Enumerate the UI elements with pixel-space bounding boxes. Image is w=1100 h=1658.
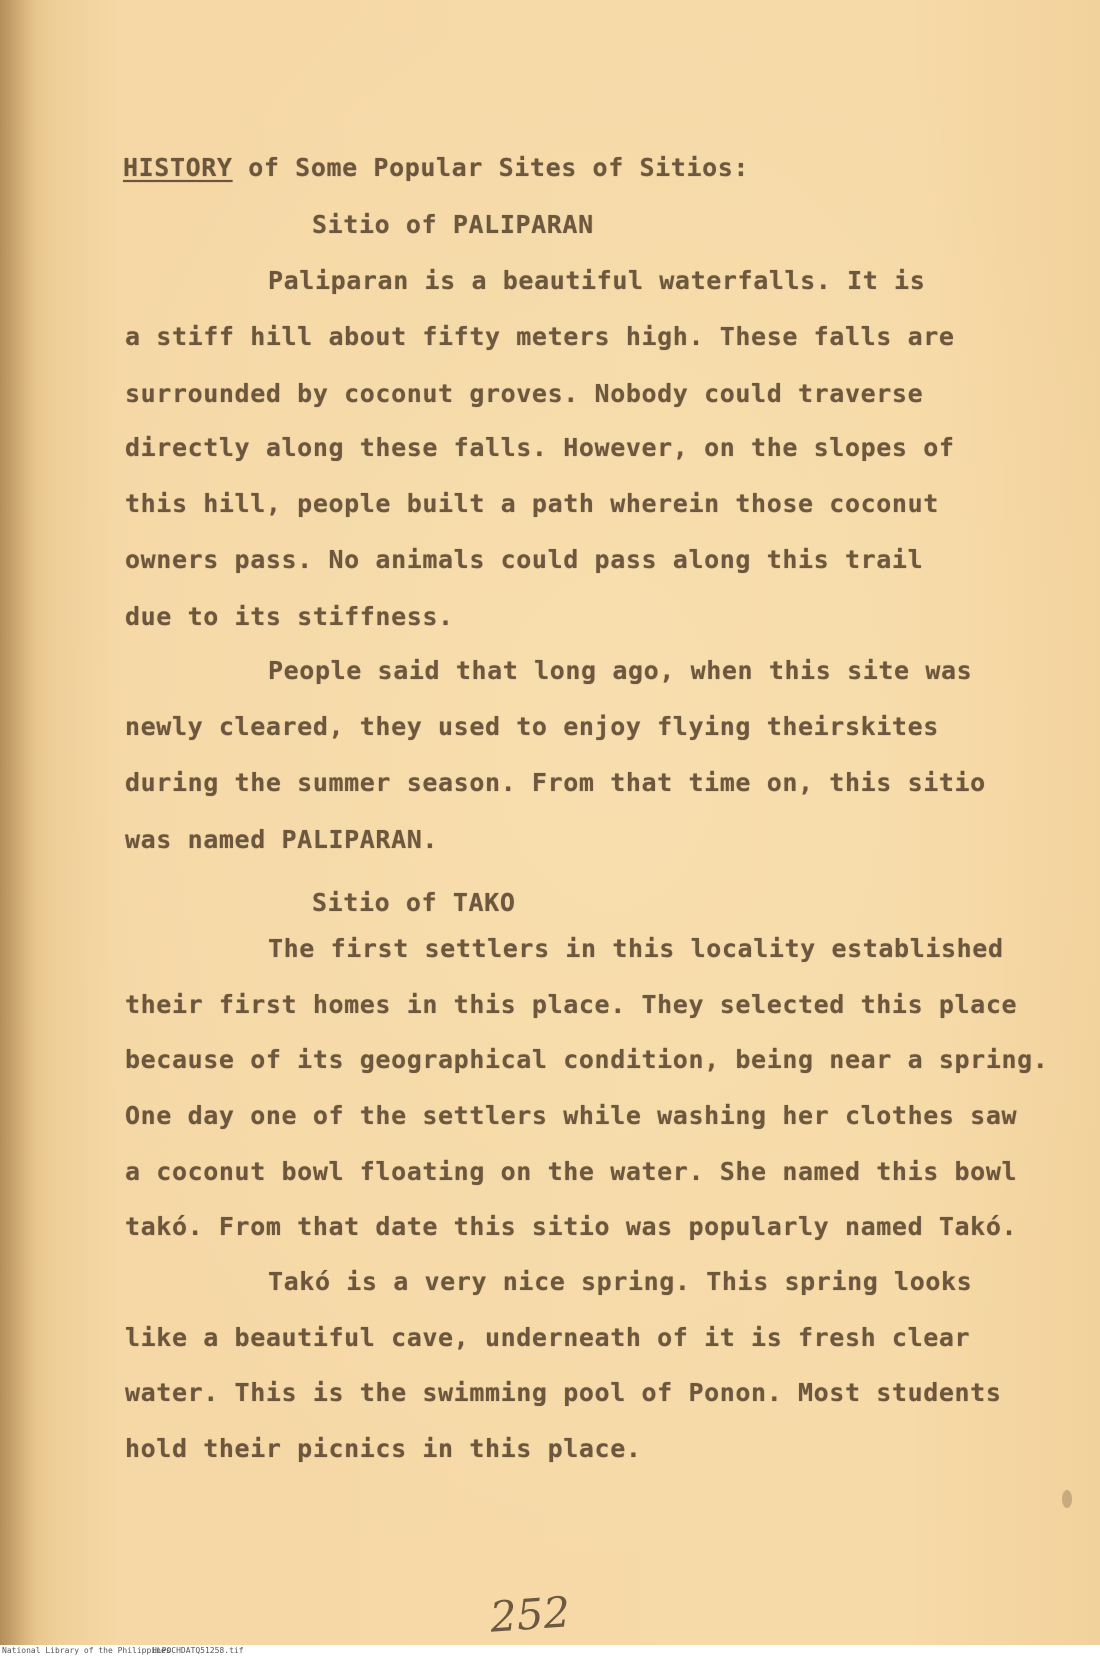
footer-file-id: HLPOCHDATQ51258.tif [152, 1646, 244, 1655]
section-title-tako: Sitio of TAKO [312, 888, 516, 917]
paragraph-line: because of its geographical condition, being near a spring. [125, 1045, 1049, 1074]
paragraph-line: Paliparan is a beautiful waterfalls. It is [268, 266, 926, 295]
heading-text: of Some Popular Sites of Sitios: [232, 153, 750, 182]
paragraph-line: One day one of the settlers while washing her clothes saw [125, 1101, 1018, 1130]
document-heading [123, 153, 749, 182]
paragraph-line: People said that long ago, when this site was [268, 656, 973, 685]
paragraph-line: surrounded by coconut groves. Nobody could traverse [125, 379, 924, 408]
section-title-paliparan: Sitio of PALIPARAN [312, 210, 594, 239]
paragraph-line: a coconut bowl floating on the water. She named this bowl [125, 1157, 1018, 1186]
paragraph-line: owners pass. No animals could pass along this trail [125, 545, 924, 574]
paragraph-line: hold their picnics in this place. [125, 1434, 642, 1463]
binding-shadow [0, 0, 36, 1645]
paragraph-line: takó. From that date this sitio was popularly named Takó. [125, 1212, 1018, 1241]
paragraph-line: during the summer season. From that time on, this sitio [125, 768, 986, 797]
paragraph-line: The first settlers in this locality established [268, 934, 1004, 963]
paragraph-line: was named PALIPARAN. [125, 825, 439, 854]
paragraph-line: their first homes in this place. They selected this place [125, 990, 1018, 1019]
paragraph-line: Takó is a very nice spring. This spring looks [268, 1267, 973, 1296]
paragraph-line: directly along these falls. However, on the slopes of [125, 433, 955, 462]
paragraph-line: water. This is the swimming pool of Ponon. Most students [125, 1378, 1002, 1407]
heading-underlined-word: HISTORY [123, 153, 233, 182]
paragraph-line: newly cleared, they used to enjoy flying theirskites [125, 712, 939, 741]
footer-library: National Library of the Philippines [2, 1646, 171, 1655]
paragraph-line: due to its stiffness. [125, 602, 454, 631]
paragraph-line: like a beautiful cave, underneath of it is fresh clear [125, 1323, 971, 1352]
paragraph-line: a stiff hill about fifty meters high. These falls are [125, 322, 955, 351]
ink-smudge [1062, 1490, 1072, 1508]
paragraph-line: this hill, people built a path wherein those coconut [125, 489, 939, 518]
page-number: 252 [488, 1587, 572, 1642]
